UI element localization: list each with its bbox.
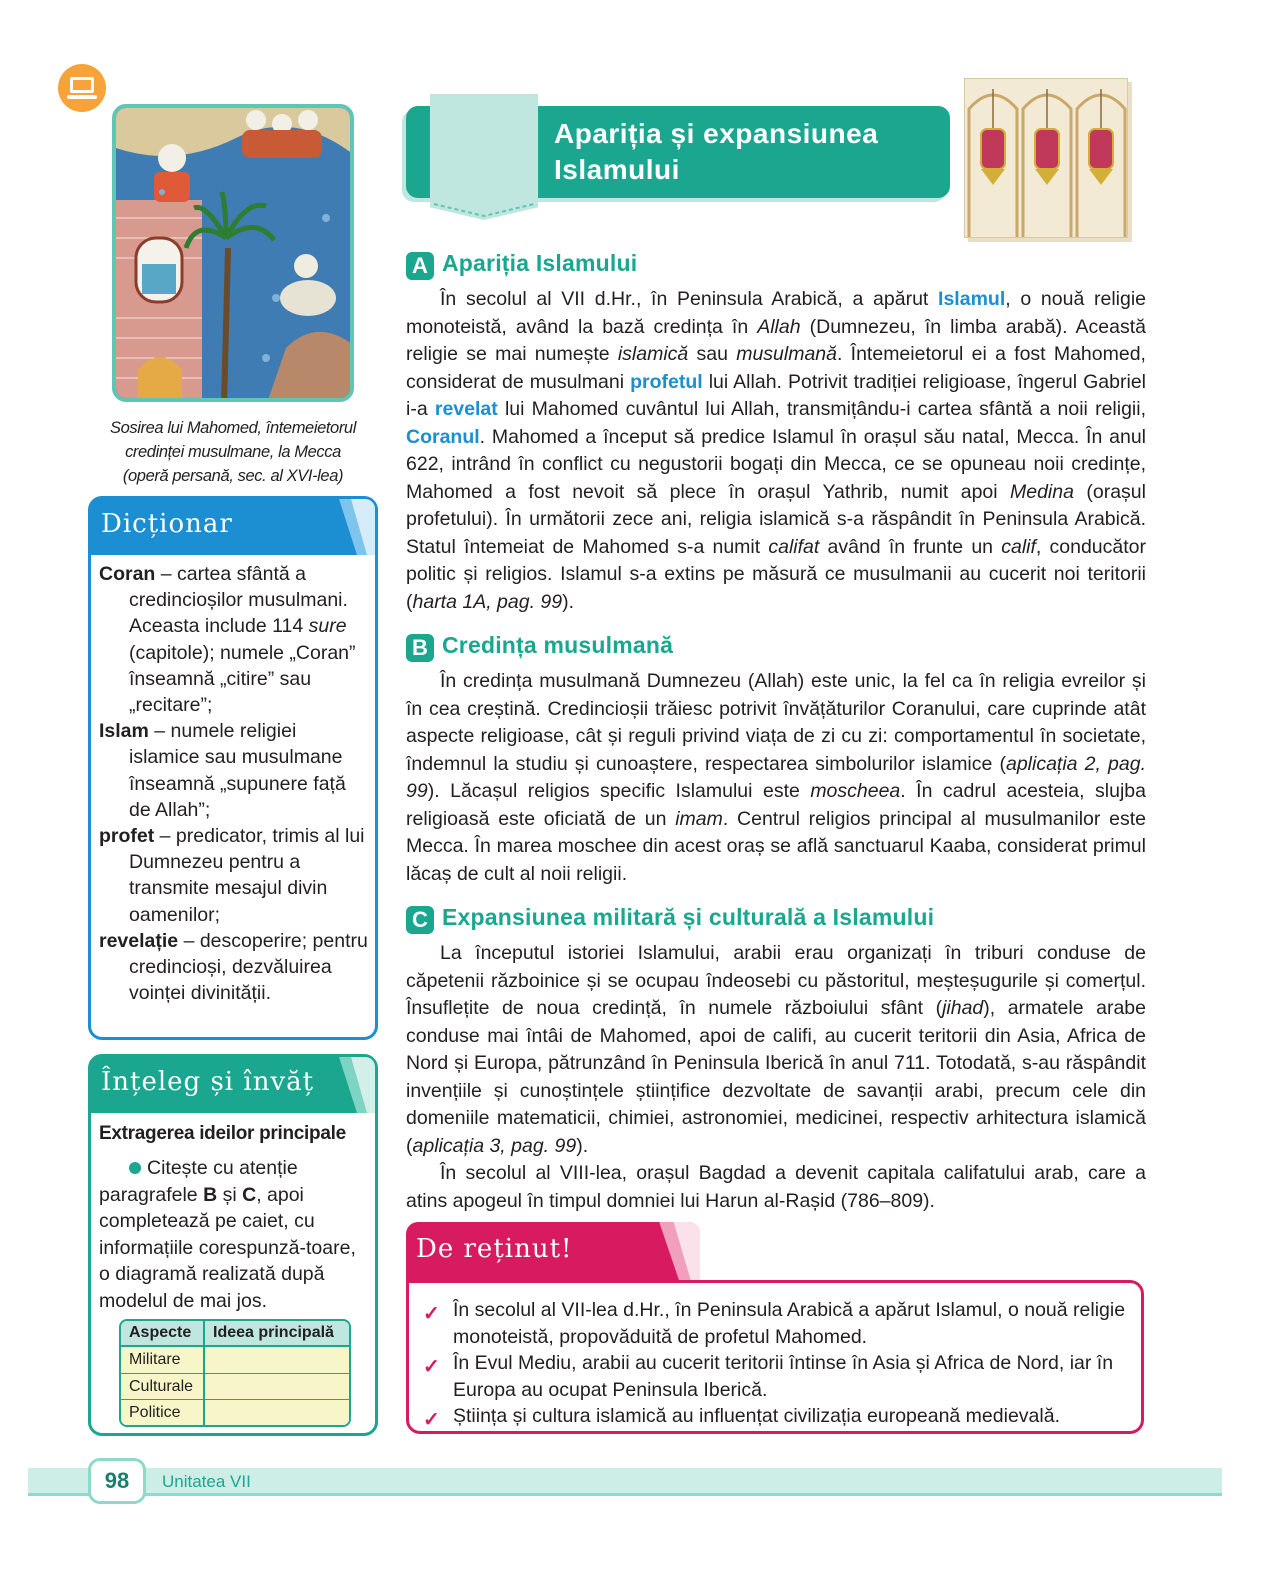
caption-line: Sosirea lui Mahomed, întemeietorul (110, 419, 356, 437)
caption-line: (operă persană, sec. al XVI-lea) (122, 467, 344, 485)
section-letter-c: C (406, 906, 434, 934)
image-caption (100, 416, 366, 488)
dictionary-title: Dicționar (101, 509, 233, 539)
dictionary-entry: profet – predicator, trimis al lui Dumnezeu pentru a transmite mesajul divin oamenilor; (99, 825, 365, 926)
paragraph-a: În secolul al VII d.Hr., în Peninsula Arabică, a apărut Islamul, o nouă religie monoteistă, având la bază credința în Allah (Dumnezeu, în limba arabă). Această religie se mai numește islamică sau musulmană. Întemeietorul ei a fost Mahomed, considerat de musulmani profetul lui Allah. Potrivit tradiției religioase, îngerul Gabriel i-a revelat lui Mahomed cuvântul lui Allah, transmițându-i cartea sfântă a noii religii, Coranul. Mahomed a început să predice Islamul în orașul său natal, Mecca. În anul 622, intrând în conflict cu negustorii bogați din Mecca, ce se opuneau noii credințe, Mahomed a fost nevoit să plece în orașul Yathrib, numit apoi Medina (orașul profetului). În următorii zece ani, religia islamică s-a răspândit în Peninsula Arabică. Statul întemeiat de Mahomed s-a numit califat având în frunte un calif, conducător politic și religios. Islamul s-a extins pe măsură ce musulmanii au cucerit noi teritorii (harta 1A, pag. 99). (406, 288, 1147, 613)
ribbon-decoration (430, 94, 538, 220)
unit-label: Unitatea VII (162, 1472, 251, 1491)
remember-header (406, 1222, 700, 1282)
remember-list (423, 1297, 1135, 1430)
paragraph-b: În credința musulmană Dumnezeu (Allah) este unic, la fel ca în religia evreilor și în cea creștină. Credincioșii trăiesc potrivit învățăturilor Coranului, care cuprinde atât aspecte religioase, cât și reguli privind viața de zi cu zi: comportamentul în societate, îndemnul la studiu și cunoaștere, respectarea simbolurilor islamice (aplicația 2, pag. 99). Lăcașul religios specific Islamului este moscheea. În cadrul acesteia, slujba religioasă este oficiată de un imam. Centrul religios principal al musulmanilor este Mecca. În marea moschee din acest oraș se află sanctuarul Kaaba, considerat primul lăcaș de cult al noii religii. (406, 670, 1146, 885)
list-item: ✓ În Evul Mediu, arabii au cucerit teritorii întinse în Asia și Africa de Nord, iar în Europa au ocupat Peninsula Iberică. (423, 1352, 1114, 1401)
section-title-c: Expansiunea militară și culturală a Islamului (442, 904, 935, 930)
section-title-b: Credința musulmană (442, 632, 674, 658)
table-row: Politice (121, 1399, 349, 1425)
learn-header (91, 1057, 375, 1113)
page-title: Apariția și expansiunea Islamului (554, 118, 879, 185)
table-header: Ideea principală (205, 1321, 349, 1347)
table-header: Aspecte (121, 1321, 205, 1347)
learn-title: Înțeleg și învăț (101, 1067, 315, 1097)
page-number: 98 (88, 1458, 146, 1504)
persian-miniature-image (112, 104, 354, 402)
diagram-table (119, 1319, 351, 1427)
dictionary-box (88, 496, 378, 1040)
dictionary-entry: Islam – numele religiei islamice sau musulmane înseamnă „supunere față de Allah”; (99, 720, 346, 821)
dictionary-header (91, 499, 375, 555)
list-item: ✓ În secolul al VII-lea d.Hr., în Peninsula Arabică a apărut Islamul, o nouă religie monoteistă, propovăduită de profetul Mahomed. (423, 1299, 1126, 1348)
paragraph-c2: În secolul al VIII-lea, orașul Bagdad a devenit capitala califatului arab, care a atins apogeul în timpul domniei lui Harun al-Rașid (786–809). (406, 1162, 1146, 1212)
section-title-a: Apariția Islamului (442, 250, 638, 276)
dictionary-entry: revelație – descoperire; pentru credincioși, dezvăluirea voinței divinității. (99, 929, 368, 1005)
section-letter-a: A (406, 252, 434, 280)
caption-line: credinței musulmane, la Mecca (125, 443, 341, 461)
laptop-icon (58, 64, 106, 112)
bullet-icon (129, 1162, 141, 1174)
section-letter-b: B (406, 634, 434, 662)
dictionary-entries (99, 561, 371, 1006)
remember-title: De reținut! (416, 1234, 573, 1264)
lanterns-image (964, 78, 1128, 238)
table-row: Culturale (121, 1373, 349, 1399)
remember-box (406, 1280, 1144, 1434)
learn-box (88, 1054, 378, 1436)
dictionary-entry: Coran – cartea sfântă a credincioșilor musulmani. Aceasta include 114 sure (capitole); numele „Coran” înseamnă „citire” sau „recitare”; (99, 563, 356, 717)
learn-subtitle: Extragerea ideilor principale (99, 1123, 346, 1144)
check-icon: ✓ (423, 1409, 440, 1432)
table-row: Militare (121, 1347, 349, 1373)
list-item: ✓ Știința și cultura islamică au influențat civilizația europeană medievală. (423, 1403, 1135, 1430)
paragraph-c: La începutul istoriei Islamului, arabii erau organizați în triburi conduse de căpetenii războinice și se ocupau îndeosebi cu păstoritul, meșteșugurile și comerțul. Însuflețite de noua credință, în numele războiului sfânt (jihad), armatele arabe conduse mai întâi de Mahomed, apoi de califi, au cucerit teritorii din Asia, Africa de Nord și Europa, pătrunzând în Peninsula Iberică în anul 711. Totodată, s-au răspândit invențiile și cunoștințele științifice dezvoltate de savanții arabi, precum cele din domeniile matematicii, chimiei, astronomiei, medicinei, respectiv arhitectura islamică (aplicația 3, pag. 99). În secolul al VIII-lea, orașul Bagdad a devenit capitala califatului arab, care a atins apogeul în timpul domniei lui Harun al-Rașid (786–809). (406, 940, 1146, 1215)
check-icon: ✓ (423, 1303, 440, 1325)
check-icon: ✓ (423, 1356, 440, 1379)
learn-instructions: Citește cu atenție paragrafele B și C, apoi completează pe caiet, cu informațiile corespunză-toare, o diagramă realizată după modelul de mai jos. (99, 1157, 356, 1312)
